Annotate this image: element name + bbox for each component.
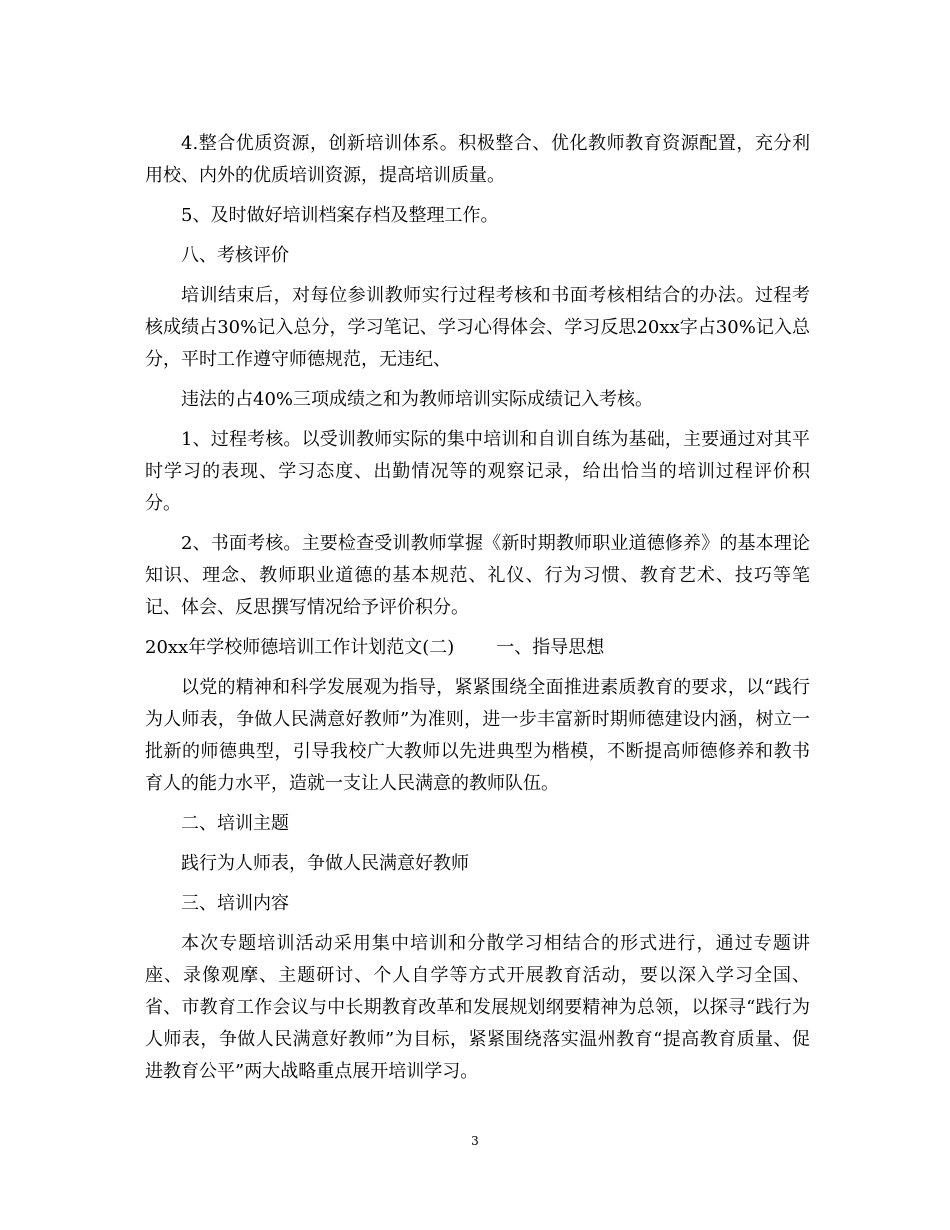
paragraph-written-assessment: 2、书面考核。主要检查受训教师掌握《新时期教师职业道德修养》的基本理论知识、理念、教师职业道德的基本规范、礼仪、行为习惯、教育艺术、技巧等笔记、体会、反思撰写情况给予评价积分。 [145, 533, 810, 618]
paragraph-resource-integration: 4.整合优质资源，创新培训体系。积极整合、优化教师教育资源配置，充分利用校、内外的优质培训资源，提高培训质量。 [145, 133, 810, 186]
page-number: 3 [471, 1134, 479, 1148]
document-body [145, 128, 810, 1096]
paragraph-training-theme: 践行为人师表，争做人民满意好教师 [181, 853, 469, 874]
heading-training-content: 三、培训内容 [181, 893, 289, 914]
paragraph-guiding-ideology: 以党的精神和科学发展观为指导，紧紧围绕全面推进素质教育的要求，以“践行为人师表，争做人民满意好教师”为准则，进一步丰富新时期师德建设内涵，树立一批新的师德典型，引导我校广大教师以先进典型为楷模，不断提高师德修养和教书育人的能力水平，造就一支让人民满意的教师队伍。 [145, 677, 810, 794]
section-subtitle: 一、指导思想 [496, 637, 605, 658]
heading-assessment: 八、考核评价 [181, 245, 289, 266]
section-heading [145, 632, 810, 664]
section-title: 20xx年学校师德培训工作计划范文(二) [145, 637, 455, 658]
paragraph-process-assessment: 1、过程考核。以受训教师实际的集中培训和自训自练为基础，主要通过对其平时学习的表现、学习态度、出勤情况等的观察记录，给出恰当的培训过程评价积分。 [145, 429, 810, 514]
heading-training-theme: 二、培训主题 [181, 813, 289, 834]
paragraph-training-content: 本次专题培训活动采用集中培训和分散学习相结合的形式进行，通过专题讲座、录像观摩、主题研讨、个人自学等方式开展教育活动，要以深入学习全国、省、市教育工作会议与中长期教育改革和发展规划纲要精神为总领，以探寻“践行为人师表，争做人民满意好教师”为目标，紧紧围绕落实温州教育“提高教育质量、促进教育公平”两大战略重点展开培训学习。 [145, 933, 810, 1082]
paragraph-archive-work: 5、及时做好培训档案存档及整理工作。 [181, 205, 499, 226]
paragraph-assessment-total: 违法的占40%三项成绩之和为教师培训实际成绩记入考核。 [181, 389, 654, 410]
paragraph-assessment-method: 培训结束后，对每位参训教师实行过程考核和书面考核相结合的办法。过程考核成绩占30%记入总分，学习笔记、学习心得体会、学习反思20xx字占30%记入总分，平时工作遵守师德规范，无违纪、 [145, 285, 810, 370]
